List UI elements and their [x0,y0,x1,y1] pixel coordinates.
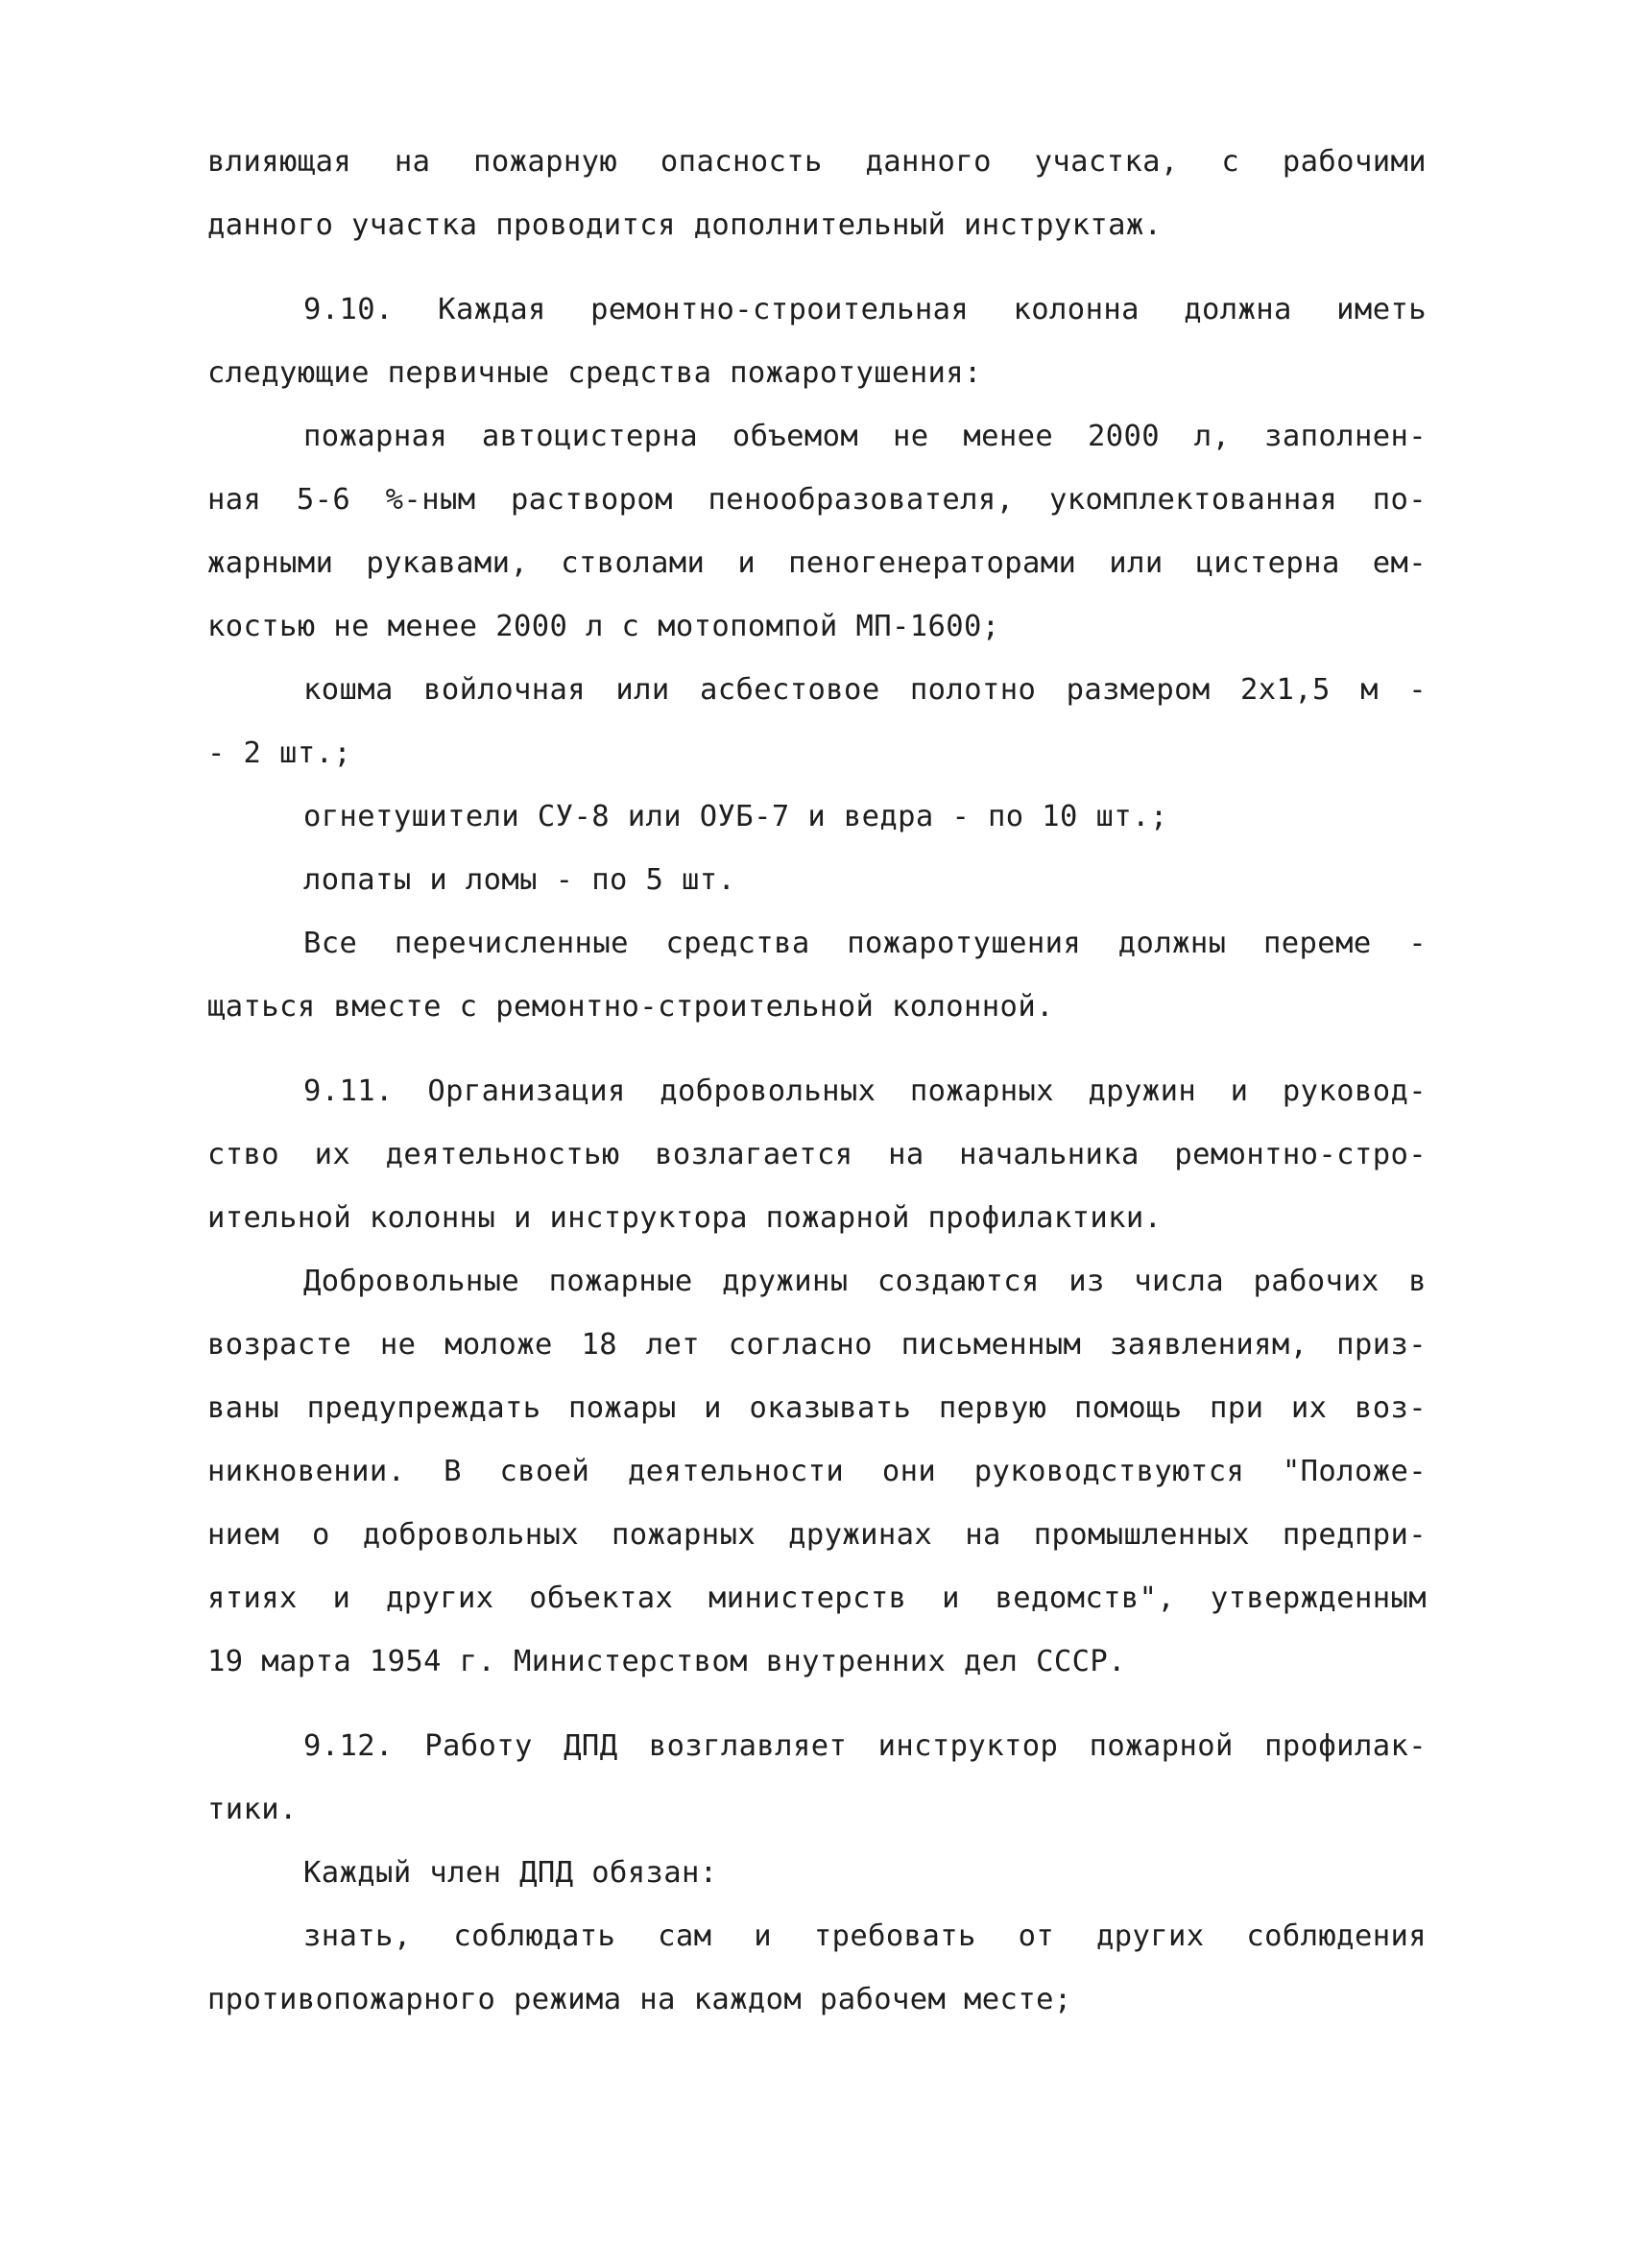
text-line: огнетушители СУ-8 или ОУБ-7 и ведра - по 10 шт.; [303,800,1168,833]
text-line: ительной колонны и инструктора пожарной профилактики. [207,1201,1163,1235]
text-line: ваны предупреждать пожары и оказывать первую помощь при их воз- [207,1391,1427,1425]
text-line: никновении. В своей деятельности они руководствуются "Положе- [207,1455,1427,1488]
paragraph-9-12 [207,1715,1427,1842]
text-line: знать, соблюдать сам и требовать от других соблюдения [303,1919,1427,1953]
text-line: возрасте не моложе 18 лет согласно письменным заявлениям, приз- [207,1328,1427,1362]
document-body [207,131,1427,2032]
text-line: нием о добровольных пожарных дружинах на промышленных предпри- [207,1518,1427,1552]
text-line: жарными рукавами, стволами и пеногенераторами или цистерна ем- [207,546,1427,580]
paragraph-note [207,912,1427,1039]
paragraph-9-11 [207,1060,1427,1250]
text-line: влияющая на пожарную опасность данного участка, с рабочими [207,145,1427,179]
paragraph-9-10 [207,278,1427,405]
text-line: данного участка проводится дополнительный инструктаж. [207,208,1163,242]
text-line: кошма войлочная или асбестовое полотно размером 2х1,5 м - [303,673,1427,707]
text-line: Все перечисленные средства пожаротушения должны переме - [303,927,1427,960]
paragraph-dpd [207,1250,1427,1694]
text-line: Добровольные пожарные дружины создаются из числа рабочих в [303,1265,1427,1298]
text-line: противопожарного режима на каждом рабочем месте; [207,1983,1072,2016]
paragraph-duty [207,1842,1427,1905]
paragraph-tools [207,849,1427,912]
text-line: следующие первичные средства пожаротушения: [207,356,982,390]
text-line: ная 5-6 %-ным раствором пенообразователя, укомплектованная по- [207,483,1427,517]
text-line: 19 марта 1954 г. Министерством внутренних дел СССР. [207,1645,1126,1678]
paragraph-blanket [207,659,1427,785]
text-line: 9.10. Каждая ремонтно-строительная колонна должна иметь [303,293,1427,326]
text-line: пожарная автоцистерна объемом не менее 2000 л, заполнен- [303,420,1427,453]
text-line: костью не менее 2000 л с мотопомпой МП-1600; [207,610,1000,643]
paragraph-extinguishers [207,785,1427,849]
paragraph-know [207,1905,1427,2032]
text-line: 9.12. Работу ДПД возглавляет инструктор пожарной профилак- [303,1729,1427,1763]
text-line: щаться вместе с ремонтно-строительной колонной. [207,990,1054,1024]
text-line: ятиях и других объектах министерств и ведомств", утвержденным [207,1581,1427,1615]
paragraph-tanker [207,405,1427,659]
text-line: лопаты и ломы - по 5 шт. [303,863,736,897]
text-line: Каждый член ДПД обязан: [303,1856,718,1890]
paragraph-intro [207,131,1427,257]
text-line: ство их деятельностью возлагается на начальника ремонтно-стро- [207,1138,1427,1171]
text-line: 9.11. Организация добровольных пожарных дружин и руковод- [303,1074,1427,1108]
text-line: тики. [207,1793,298,1826]
text-line: - 2 шт.; [207,736,352,770]
